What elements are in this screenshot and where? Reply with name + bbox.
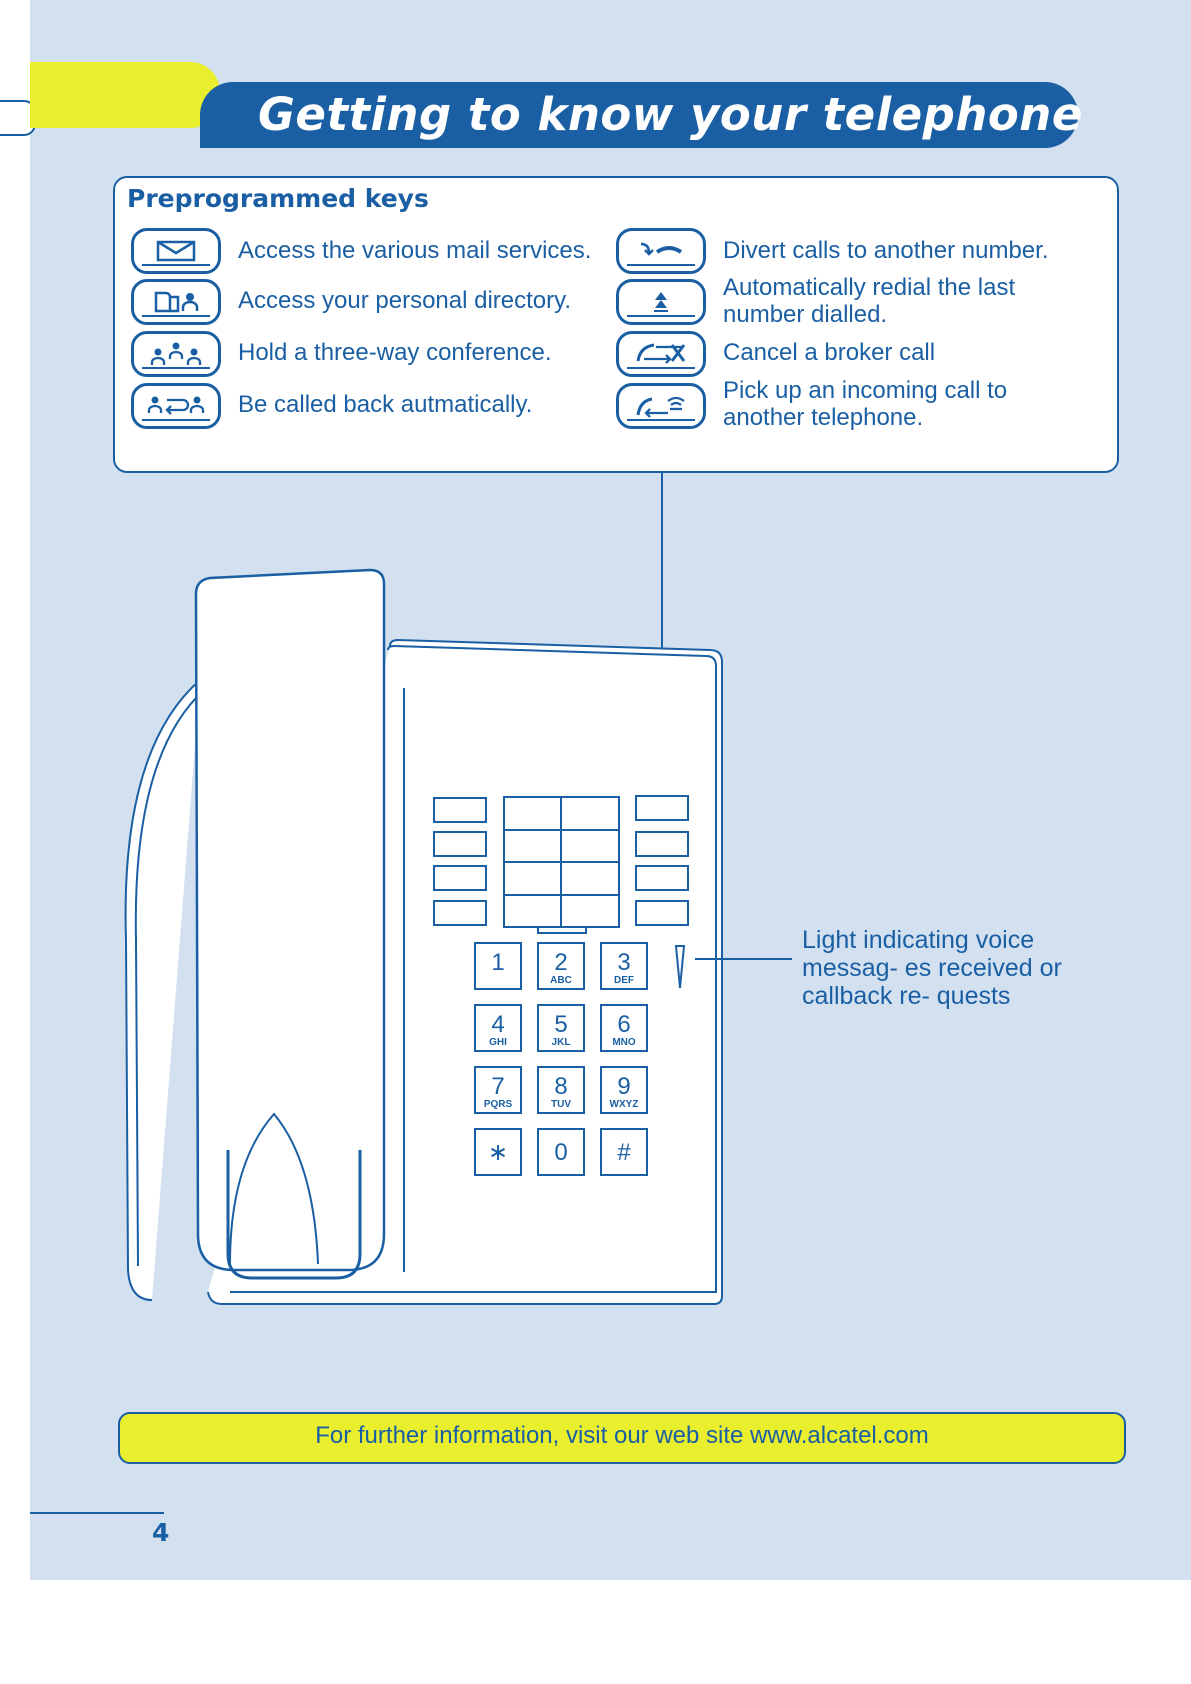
dial-key-3: 3 DEF	[600, 942, 648, 990]
dial-key-star: ∗	[474, 1128, 522, 1176]
dial-key-4: 4 GHI	[474, 1004, 522, 1052]
footer-info-bar: For further information, visit our web site www.alcatel.com	[118, 1412, 1126, 1464]
dial-key-0: 0	[537, 1128, 585, 1176]
dial-key-1: 1	[474, 942, 522, 990]
key-description: Pick up an incoming call to another telephone.	[723, 377, 1008, 431]
dial-key-6: 6 MNO	[600, 1004, 648, 1052]
dial-key-5: 5 JKL	[537, 1004, 585, 1052]
key-description: Access your personal directory.	[238, 287, 572, 314]
key-description: Access the various mail services.	[238, 237, 592, 264]
key-description: Cancel a broker call	[723, 339, 936, 366]
dial-key-9: 9 WXYZ	[600, 1066, 648, 1114]
page-title: Getting to know your telephone	[258, 88, 1083, 141]
key-description: Be called back autmatically.	[238, 391, 533, 418]
keys-heading: Preprogrammed keys	[127, 184, 429, 213]
dial-key-8: 8 TUV	[537, 1066, 585, 1114]
key-description: Divert calls to another number.	[723, 237, 1049, 264]
message-light-callout: Light indicating voice messag- es received or callback re- quests	[802, 926, 1062, 1010]
page-number-rule	[30, 1512, 164, 1514]
dial-key-7: 7 PQRS	[474, 1066, 522, 1114]
key-description: Hold a three-way conference.	[238, 339, 552, 366]
dial-key-2: 2 ABC	[537, 942, 585, 990]
key-description: Automatically redial the last number dialled.	[723, 274, 1016, 328]
dial-key-hash: #	[600, 1128, 648, 1176]
page-number: 4	[152, 1518, 170, 1547]
